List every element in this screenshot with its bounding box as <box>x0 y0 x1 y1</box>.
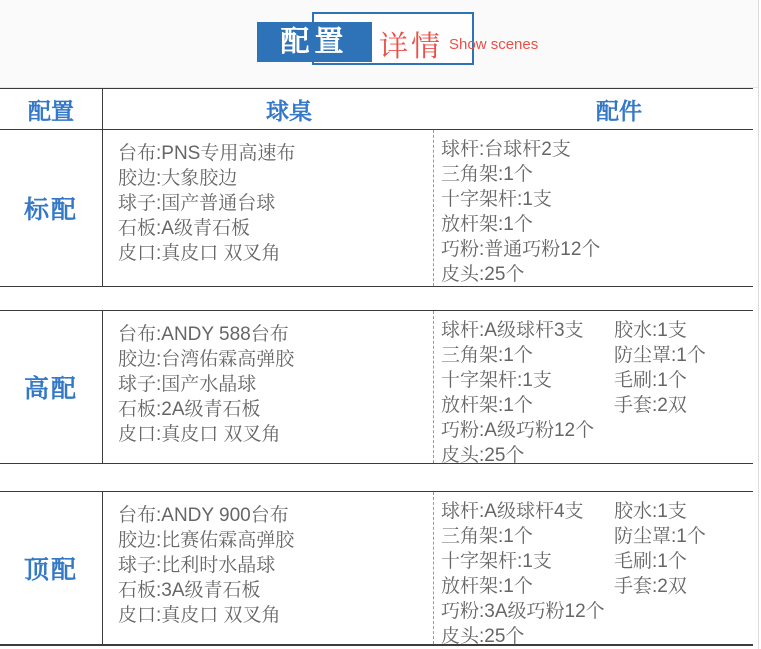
accessory-line: 巧粉:A级巧粉12个 <box>441 420 595 441</box>
accessory-line: 三角架:1个 <box>441 526 533 547</box>
row-label-top: 顶配 <box>0 492 103 644</box>
config-table <box>0 88 753 646</box>
accessory-line: 皮头:25个 <box>441 264 525 285</box>
accessory-line: 三角架:1个 <box>441 345 533 366</box>
accessory-line: 球杆:A级球杆4支 <box>441 501 584 522</box>
accessory-line: 毛刷:1个 <box>614 551 687 572</box>
spec-line: 球子:比利时水晶球 <box>118 555 276 576</box>
table-row-standard <box>0 130 753 287</box>
spec-line: 胶边:台湾佑霖高弹胶 <box>118 349 295 370</box>
row-gap <box>0 287 753 310</box>
accessory-line: 放杆架:1个 <box>441 395 533 416</box>
accessory-line: 放杆架:1个 <box>441 576 533 597</box>
accessories-cell <box>433 492 753 647</box>
row-label-standard: 标配 <box>0 130 103 286</box>
table-row-top <box>0 491 753 646</box>
accessory-line: 十字架杆:1支 <box>441 370 552 391</box>
accessory-line: 毛刷:1个 <box>614 370 687 391</box>
accessories-list <box>441 499 614 647</box>
specs-cell <box>103 130 433 286</box>
spec-line: 球子:国产普通台球 <box>118 193 276 214</box>
accessory-line: 皮头:25个 <box>441 626 525 647</box>
accessory-line: 胶水:1支 <box>614 501 687 522</box>
accessory-line: 十字架杆:1支 <box>441 551 552 572</box>
accessories-cell <box>433 130 753 286</box>
row-label-high: 高配 <box>0 311 103 463</box>
accessory-line: 球杆:台球杆2支 <box>441 139 571 160</box>
header-pool-table: 球桌 <box>266 97 312 124</box>
page-edge-divider <box>758 0 759 649</box>
accessories-extra-list <box>614 499 753 644</box>
accessory-line: 皮头:25个 <box>441 445 525 466</box>
spec-line: 胶边:比赛佑霖高弹胶 <box>118 530 295 551</box>
accessories-list <box>441 137 614 286</box>
row-gap <box>0 464 753 491</box>
title-subtitle: Show scenes <box>449 36 539 53</box>
spec-line: 皮口:真皮口 双叉角 <box>118 243 281 264</box>
header-accessories: 配件 <box>596 97 642 124</box>
spec-line: 台布:ANDY 900台布 <box>118 505 289 526</box>
spec-line: 石板:2A级青石板 <box>118 399 261 420</box>
specs-cell <box>103 492 433 644</box>
table-row-high <box>0 310 753 464</box>
accessory-line: 胶水:1支 <box>614 320 687 341</box>
accessory-line: 巧粉:普通巧粉12个 <box>441 239 601 260</box>
accessories-cell <box>433 311 753 466</box>
accessories-extra-list <box>614 318 753 463</box>
accessory-line: 防尘罩:1个 <box>614 526 706 547</box>
table-header-row <box>0 88 753 130</box>
accessory-line: 十字架杆:1支 <box>441 189 552 210</box>
spec-line: 石板:A级青石板 <box>118 218 250 239</box>
spec-line: 石板:3A级青石板 <box>118 580 261 601</box>
accessory-line: 三角架:1个 <box>441 164 533 185</box>
spec-line: 皮口:真皮口 双叉角 <box>118 424 281 445</box>
tab-detail[interactable]: 详情 <box>379 31 444 63</box>
accessories-list <box>441 318 614 466</box>
spec-line: 皮口:真皮口 双叉角 <box>118 605 281 626</box>
spec-line: 胶边:大象胶边 <box>118 168 238 189</box>
accessory-line: 手套:2双 <box>614 576 687 597</box>
accessory-line: 巧粉:3A级巧粉12个 <box>441 601 605 622</box>
specs-cell <box>103 311 433 463</box>
spec-line: 台布:PNS专用高速布 <box>118 143 296 164</box>
spec-line: 台布:ANDY 588台布 <box>118 324 289 345</box>
spec-line: 球子:国产水晶球 <box>118 374 257 395</box>
tab-config[interactable]: 配置 <box>257 22 372 62</box>
section-title-band <box>0 0 758 88</box>
accessory-line: 球杆:A级球杆3支 <box>441 320 584 341</box>
accessory-line: 放杆架:1个 <box>441 214 533 235</box>
header-config: 配置 <box>0 89 103 129</box>
accessory-line: 防尘罩:1个 <box>614 345 706 366</box>
accessory-line: 手套:2双 <box>614 395 687 416</box>
